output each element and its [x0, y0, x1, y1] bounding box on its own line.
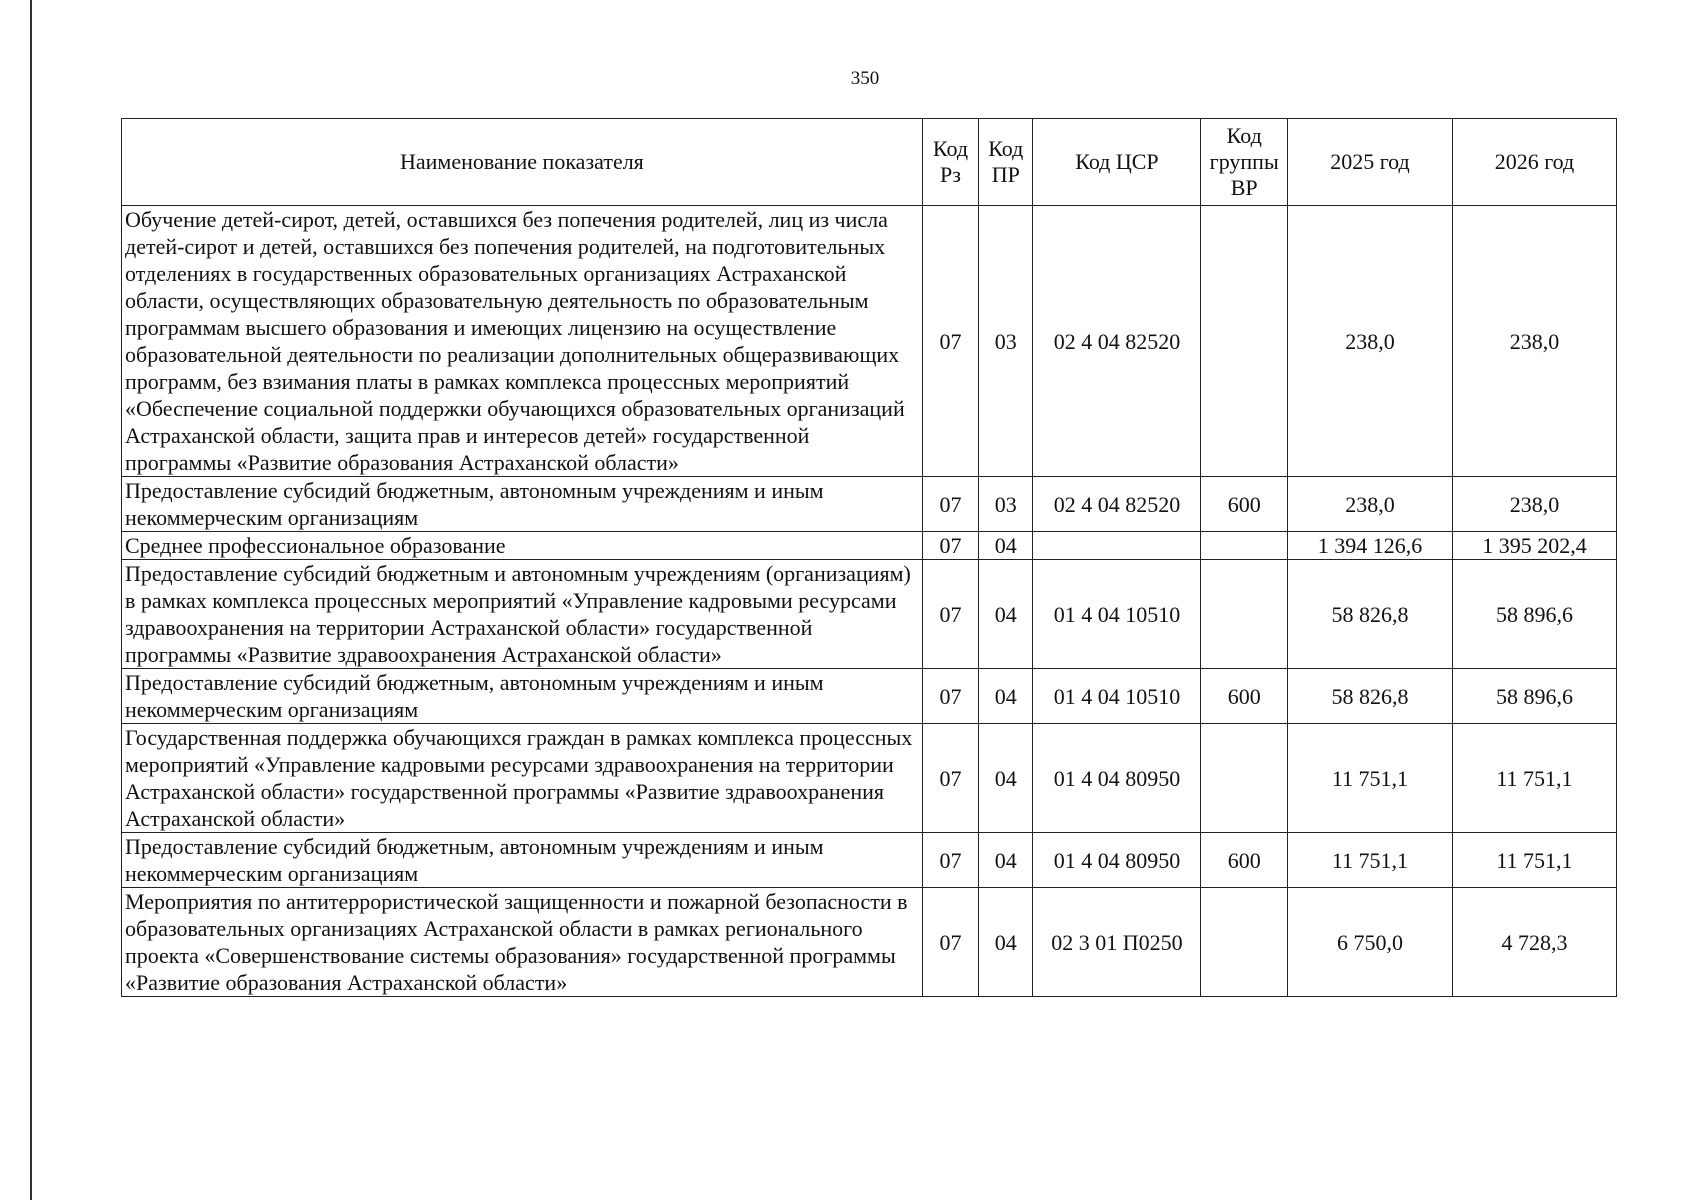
- row-2025: 11 751,1: [1287, 724, 1452, 833]
- row-name: Предоставление субсидий бюджетным, автономным учреждениям и иным некоммерческим организациям: [122, 833, 923, 888]
- header-csr: Код ЦСР: [1033, 119, 1201, 206]
- row-pr: 03: [979, 206, 1033, 477]
- row-vr: [1201, 560, 1288, 669]
- row-name: Предоставление субсидий бюджетным, автономным учреждениям и иным некоммерческим организациям: [122, 669, 923, 724]
- left-margin-rule: [30, 0, 32, 1200]
- row-name: Предоставление субсидий бюджетным и автономным учреждениям (организациям) в рамках комплекса процессных мероприятий «Управление кадровыми ресурсами здравоохранения на территории Астраханской области» государственной программы «Развитие здравоохранения Астраханской области»: [122, 560, 923, 669]
- table-row: [122, 560, 1617, 669]
- row-2025: 1 394 126,6: [1287, 532, 1452, 560]
- row-name: Мероприятия по антитеррористической защищенности и пожарной безопасности в образовательных организациях Астраханской области в рамках регионального проекта «Совершенствование системы образования» государственной программы «Развитие образования Астраханской области»: [122, 888, 923, 997]
- row-name: Среднее профессиональное образование: [122, 532, 923, 560]
- table-header-row: [122, 119, 1617, 206]
- row-2026: 11 751,1: [1452, 724, 1616, 833]
- row-pr: 03: [979, 477, 1033, 532]
- row-2026: 58 896,6: [1452, 560, 1616, 669]
- row-rz: 07: [922, 833, 978, 888]
- budget-table: [121, 118, 1617, 997]
- row-name: Государственная поддержка обучающихся граждан в рамках комплекса процессных мероприятий «Управление кадровыми ресурсами здравоохранения на территории Астраханской области» государственной программы «Развитие здравоохранения Астраханской области»: [122, 724, 923, 833]
- row-rz: 07: [922, 532, 978, 560]
- row-csr: 02 4 04 82520: [1033, 477, 1201, 532]
- row-csr: 01 4 04 10510: [1033, 560, 1201, 669]
- row-2025: 58 826,8: [1287, 560, 1452, 669]
- row-2025: 238,0: [1287, 206, 1452, 477]
- row-pr: 04: [979, 560, 1033, 669]
- row-vr: [1201, 532, 1288, 560]
- row-csr: 01 4 04 10510: [1033, 669, 1201, 724]
- row-2025: 238,0: [1287, 477, 1452, 532]
- row-vr: [1201, 724, 1288, 833]
- row-vr: [1201, 206, 1288, 477]
- table-row: [122, 532, 1617, 560]
- row-rz: 07: [922, 206, 978, 477]
- page-number: 350: [850, 68, 880, 89]
- row-pr: 04: [979, 833, 1033, 888]
- header-pr: Код ПР: [979, 119, 1033, 206]
- header-name: Наименование показателя: [122, 119, 923, 206]
- row-rz: 07: [922, 560, 978, 669]
- row-2026: 1 395 202,4: [1452, 532, 1616, 560]
- row-2026: 11 751,1: [1452, 833, 1616, 888]
- row-pr: 04: [979, 532, 1033, 560]
- row-2025: 6 750,0: [1287, 888, 1452, 997]
- row-2026: 4 728,3: [1452, 888, 1616, 997]
- table-row: [122, 888, 1617, 997]
- table-row: [122, 669, 1617, 724]
- row-2026: 238,0: [1452, 206, 1616, 477]
- row-name: Предоставление субсидий бюджетным, автономным учреждениям и иным некоммерческим организациям: [122, 477, 923, 532]
- row-pr: 04: [979, 669, 1033, 724]
- row-2026: 58 896,6: [1452, 669, 1616, 724]
- table-row: [122, 724, 1617, 833]
- row-pr: 04: [979, 888, 1033, 997]
- header-rz: Код Рз: [922, 119, 978, 206]
- row-rz: 07: [922, 888, 978, 997]
- table-row: [122, 477, 1617, 532]
- header-2025: 2025 год: [1287, 119, 1452, 206]
- row-pr: 04: [979, 724, 1033, 833]
- row-csr: 01 4 04 80950: [1033, 724, 1201, 833]
- row-csr: 02 3 01 П0250: [1033, 888, 1201, 997]
- row-2025: 58 826,8: [1287, 669, 1452, 724]
- row-vr: 600: [1201, 477, 1288, 532]
- header-2026: 2026 год: [1452, 119, 1616, 206]
- row-vr: [1201, 888, 1288, 997]
- row-rz: 07: [922, 724, 978, 833]
- row-csr: [1033, 532, 1201, 560]
- row-name: Обучение детей-сирот, детей, оставшихся без попечения родителей, лиц из числа детей-сирот и детей, оставшихся без попечения родителей, на подготовительных отделениях в государственных образовательных организациях Астраханской области, осуществляющих образовательную деятельность по образовательным программам высшего образования и имеющих лицензию на осуществление образовательной деятельности по реализации дополнительных общеразвивающих программ, без взимания платы в рамках комплекса процессных мероприятий «Обеспечение социальной поддержки обучающихся образовательных организаций Астраханской области, защита прав и интересов детей» государственной программы «Развитие образования Астраханской области»: [122, 206, 923, 477]
- header-vr: Код группы ВР: [1201, 119, 1288, 206]
- row-vr: 600: [1201, 669, 1288, 724]
- row-csr: 02 4 04 82520: [1033, 206, 1201, 477]
- row-rz: 07: [922, 477, 978, 532]
- row-2025: 11 751,1: [1287, 833, 1452, 888]
- table-row: [122, 206, 1617, 477]
- table-row: [122, 833, 1617, 888]
- row-rz: 07: [922, 669, 978, 724]
- row-csr: 01 4 04 80950: [1033, 833, 1201, 888]
- row-vr: 600: [1201, 833, 1288, 888]
- row-2026: 238,0: [1452, 477, 1616, 532]
